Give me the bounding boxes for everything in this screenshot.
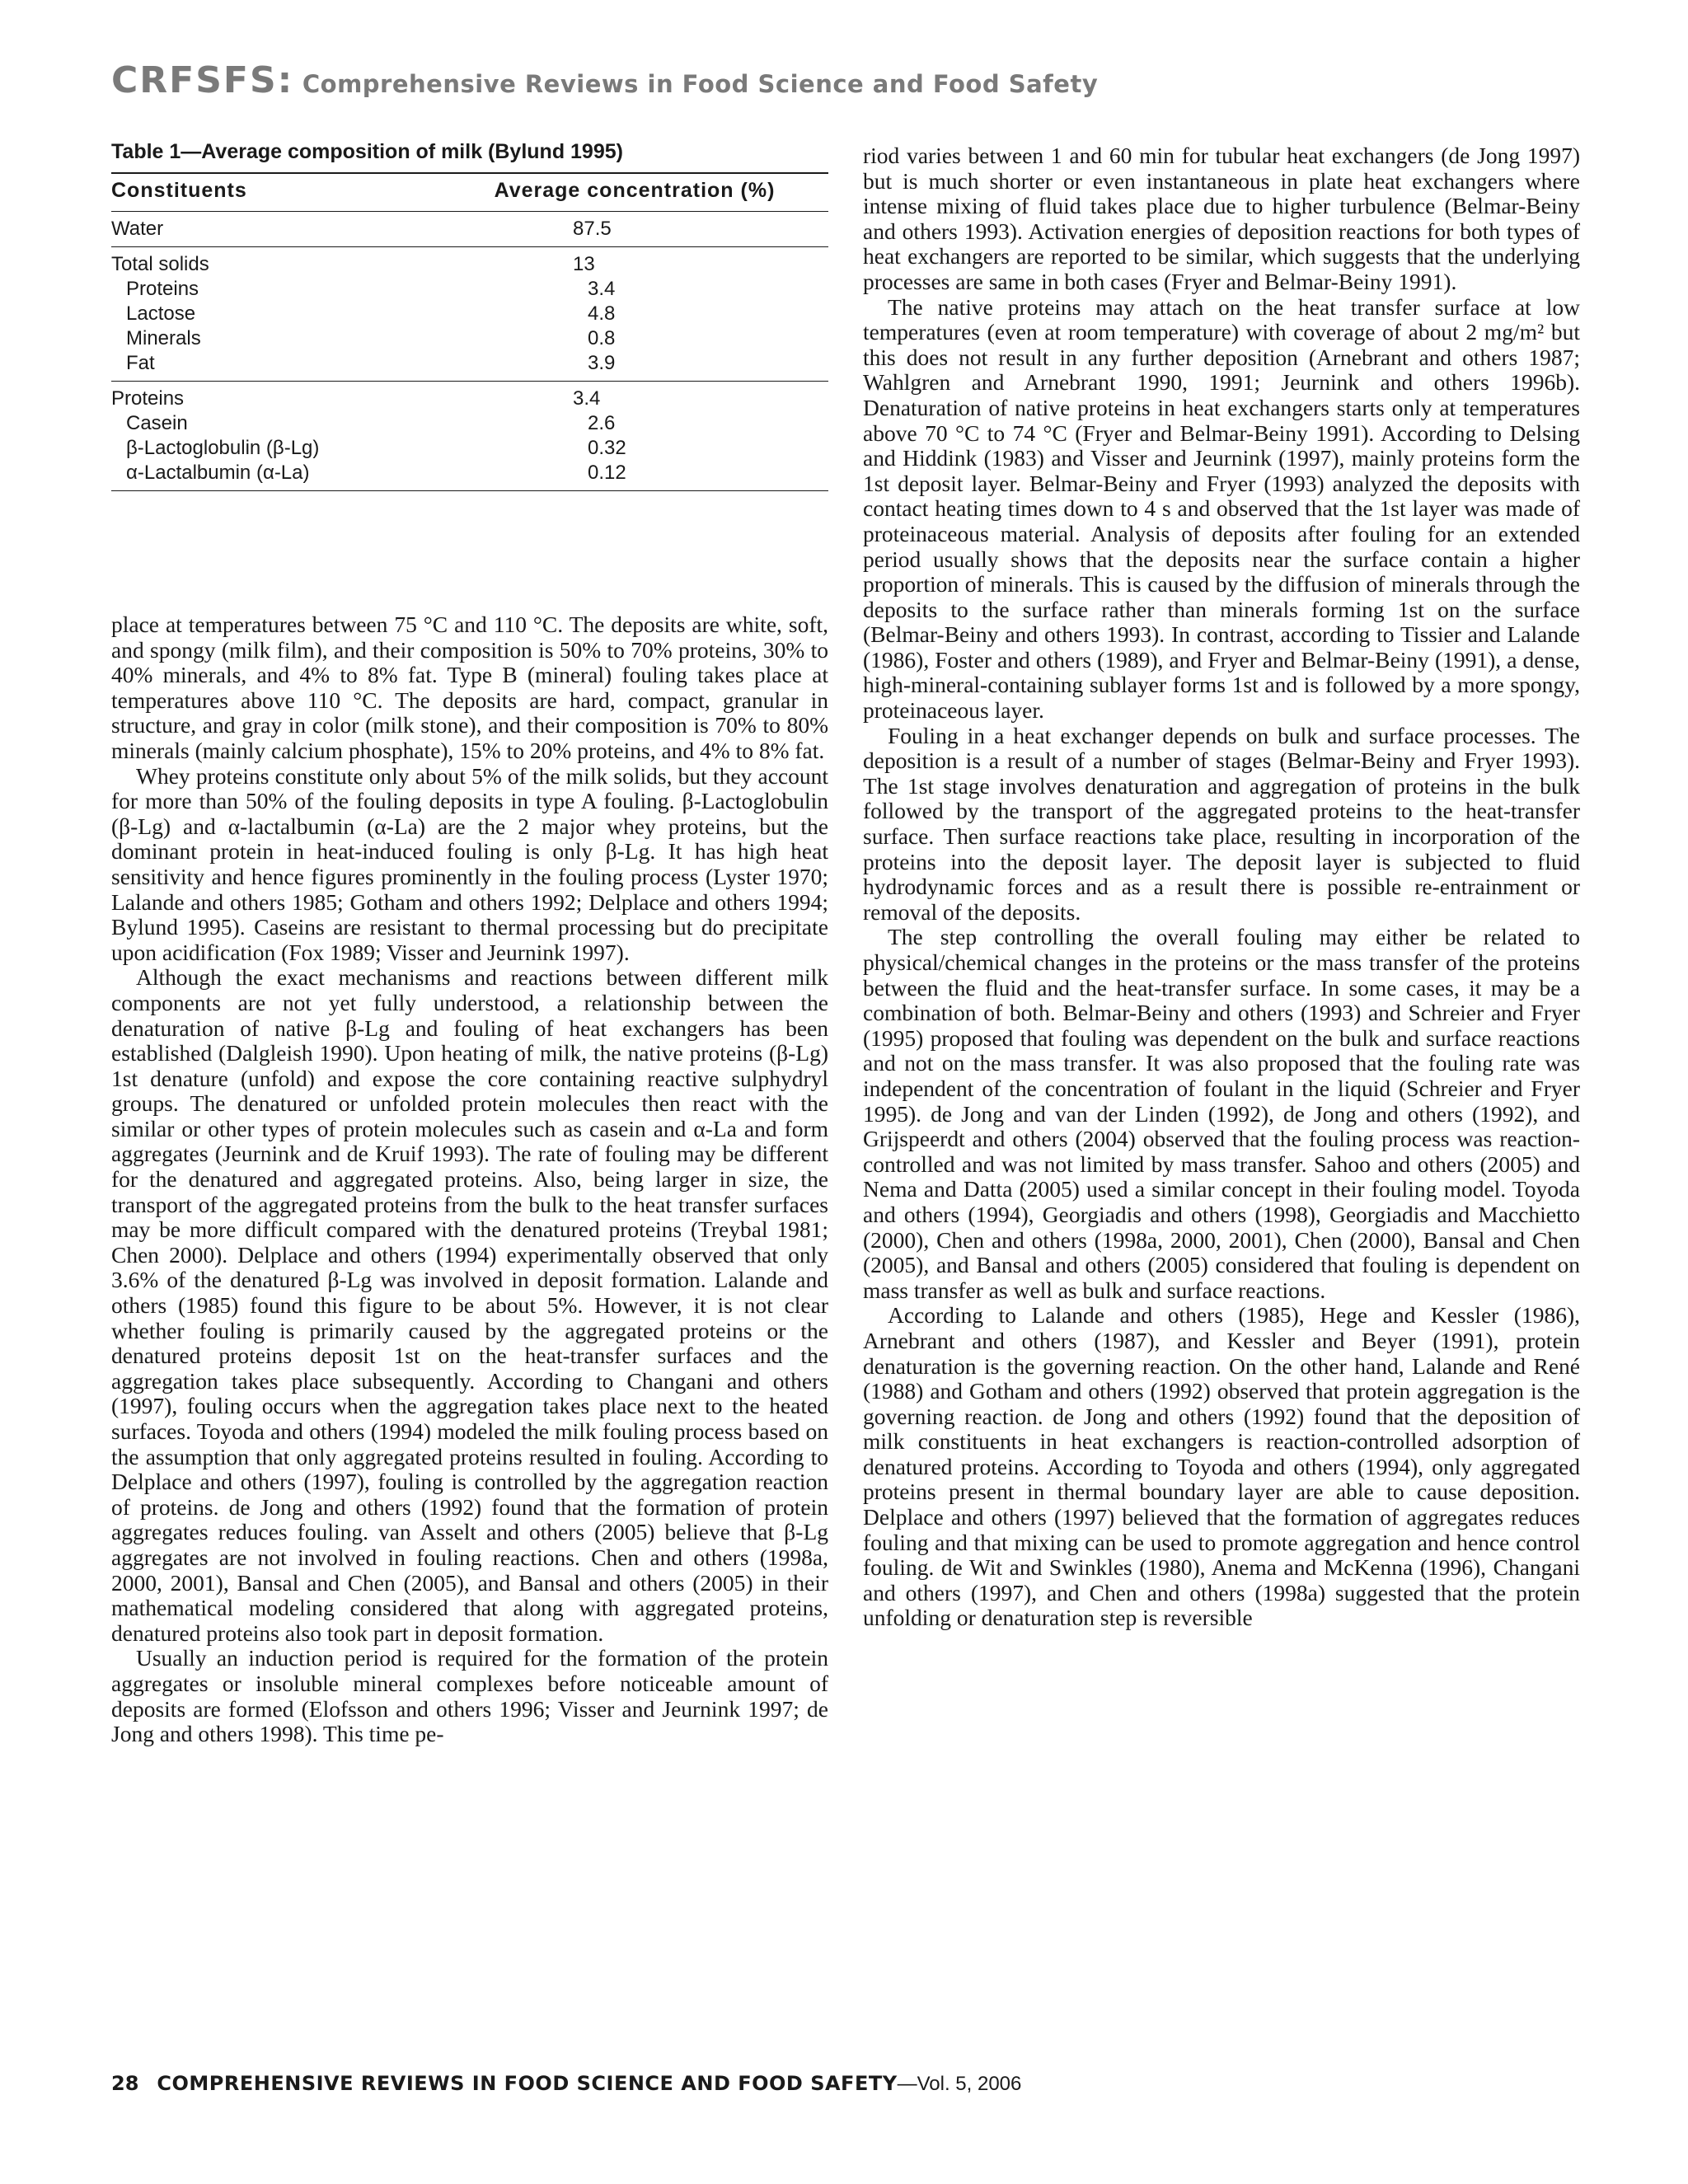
table-cell-constituent: Casein — [126, 412, 188, 434]
table-cell-value: 13 — [573, 253, 595, 275]
table-cell-constituent: Proteins — [111, 387, 185, 410]
table-row — [111, 252, 828, 277]
paragraph: riod varies between 1 and 60 min for tubular heat exchangers (de Jong 1997) but is much shorter or even instantaneous in plate heat exchangers where intense mixing of fluid takes place due to higher turbulence (Belmar-Beiny and others 1993). Activation energies of deposition reactions for both types of heat exchangers are reported to be similar, which suggests that the underlying processes are same in both cases (Fryer and Belmar-Beiny 1991). — [863, 143, 1580, 294]
table-cell-constituent: α-Lactalbumin (α-La) — [126, 462, 310, 484]
table-cell-value: 0.8 — [588, 327, 616, 349]
table-row — [111, 351, 828, 376]
table-cell-value: 0.12 — [588, 462, 626, 484]
left-text-column — [111, 612, 828, 1747]
table-body — [111, 211, 828, 490]
table-row — [111, 302, 828, 326]
table-cell-value: 2.6 — [588, 412, 616, 434]
table-cell-value: 3.4 — [588, 278, 616, 300]
table-cell-constituent: Proteins — [126, 278, 199, 300]
footer-journal-title: COMPREHENSIVE REVIEWS IN FOOD SCIENCE AND FOOD SAFETY — [157, 2072, 898, 2095]
paragraph: place at temperatures between 75 °C and 110 °C. The deposits are white, soft, and spongy (milk film), and their composition is 50% to 70% proteins, 30% to 40% minerals, and 4% to 8% fat. Type B (mineral) fouling takes place at temperatures above 110 °C. The deposits are hard, compact, granular in structure, and gray in color (milk stone), and their composition is 70% to 80% minerals (mainly calcium phosphate), 15% to 20% proteins, and 4% to 8% fat. — [111, 612, 828, 763]
table-group — [111, 247, 828, 381]
table-header-concentration: Average concentration (%) — [494, 179, 776, 202]
paragraph: Whey proteins constitute only about 5% of the milk solids, but they account for more than 50% of the fouling deposits in type A fouling. β-Lactoglobulin (β-Lg) and α-lactalbumin (α-La) are the 2 major whey proteins, but the dominant protein in heat-induced fouling is only β-Lg. It has high heat sensitivity and hence figures prominently in the fouling process (Lyster 1970; Lalande and others 1985; Gotham and others 1992; Delplace and others 1994; Bylund 1995). Caseins are resistant to thermal processing but do precipitate upon acidification (Fox 1989; Visser and Jeurnink 1997). — [111, 762, 828, 965]
table-cell-constituent: Minerals — [126, 327, 201, 349]
table-cell-value: 3.9 — [588, 352, 616, 374]
paragraph: Usually an induction period is required for the formation of the protein aggregates or insoluble mineral complexes before noticeable amount of deposits are formed (Elofsson and others 1996; Visser and Jeurnink 1997; de Jong and others 1998). This time pe- — [111, 1645, 828, 1747]
right-text-column — [863, 143, 1580, 1631]
table-row — [111, 326, 828, 351]
table-row — [111, 277, 828, 302]
table-group — [111, 212, 828, 246]
page-footer — [111, 2072, 1021, 2096]
paragraph: According to Lalande and others (1985), Hege and Kessler (1986), Arnebrant and others (1987), and Kessler and Beyer (1991), protein denaturation is the governing reaction. On the other hand, Lalande and René (1988) and Gotham and others (1992) observed that protein aggregation is the governing reaction. de Jong and others (1992) found that the deposition of milk constituents in heat exchangers is reaction-controlled adsorption of denatured proteins. According to Toyoda and others (1994), only aggregated proteins present in thermal boundary layer are able to cause deposition. Delplace and others (1997) believed that the formation of aggregates reduces fouling and that mixing can be used to promote aggregation and hence control fouling. de Wit and Swinkles (1980), Anema and McKenna (1996), Changani and others (1997), and Chen and others (1998a) suggested that the protein unfolding or denaturation step is reversible — [863, 1302, 1580, 1631]
journal-full-title: Comprehensive Reviews in Food Science and Food Safety — [293, 70, 1099, 98]
paragraph: The step controlling the overall fouling may either be related to physical/chemical changes in the proteins or the mass transfer of the proteins between the fluid and the heat-transfer surface. In some cases, it may be a combination of both. Belmar-Beiny and others (1993) and Schreier and Fryer (1995) proposed that fouling was dependent on the bulk and surface reactions and not on the mass transfer. It was also proposed that the fouling rate was independent of the concentration of foulant in the liquid (Schreier and Fryer 1995). de Jong and van der Linden (1992), de Jong and others (1992), and Grijspeerdt and others (2004) observed that the fouling process was reaction-controlled and was not limited by mass transfer. Sahoo and others (2005) and Nema and Datta (2005) used a similar concept in their fouling model. Toyoda and others (1994), Georgiadis and others (1998), Georgiadis and Macchietto (2000), Chen and others (1998a, 2000, 2001), Chen (2000), Bansal and Chen (2005), and Bansal and others (2005) considered that fouling is dependent on mass transfer as well as bulk and surface reactions. — [863, 924, 1580, 1303]
table-cell-constituent: Lactose — [126, 302, 196, 325]
journal-header — [111, 59, 1611, 109]
table-row — [111, 217, 828, 241]
table-caption: Table 1—Average composition of milk (Bylund 1995) — [111, 140, 623, 163]
table-cell-value: 87.5 — [573, 218, 612, 240]
table-cell-constituent: Water — [111, 218, 164, 240]
paragraph: The native proteins may attach on the heat transfer surface at low temperatures (even at room temperature) with coverage of about 2 mg/m² but this does not result in any further deposition (Arnebrant and others 1987; Wahlgren and Arnebrant 1990, 1991; Jeurnink and others 1996b). Denaturation of native proteins in heat exchangers starts only at temperatures above 70 °C to 74 °C (Fryer and Belmar-Beiny 1991). According to Delsing and Hiddink (1983) and Visser and Jeurnink (1997), mainly proteins form the 1st deposit layer. Belmar-Beiny and Fryer (1993) analyzed the deposits with contact heating times down to 4 s and observed that the 1st layer was made of proteinaceous material. Analysis of deposits after fouling for an extended period usually shows that the deposits near the surface contain a higher proportion of minerals. This is caused by the diffusion of minerals through the deposits to the surface rather than minerals forming 1st on the surface (Belmar-Beiny and others 1993). In contrast, according to Tissier and Lalande (1986), Foster and others (1989), and Fryer and Belmar-Beiny (1991), a dense, high-mineral-containing sublayer forms 1st and is followed by a more spongy, proteinaceous layer. — [863, 293, 1580, 724]
table-bottom-rule — [111, 490, 828, 491]
table-header-constituents: Constituents — [111, 179, 247, 202]
footer-volume: —Vol. 5, 2006 — [897, 2073, 1022, 2095]
table-cell-value: 0.32 — [588, 437, 626, 459]
table-header-row — [111, 174, 828, 211]
table-cell-constituent: Fat — [126, 352, 155, 374]
paragraph: Although the exact mechanisms and reactions between different milk components are not yet fully understood, a relationship between the denaturation of native β-Lg and fouling of heat exchangers has been established (Dalgleish 1990). Upon heating of milk, the native proteins (β-Lg) 1st denature (unfold) and expose the core containing reactive sulphydryl groups. The denatured or unfolded protein molecules then react with the similar or other types of protein molecules such as casein and α-La and form aggregates (Jeurnink and de Kruif 1993). The rate of fouling may be different for the denatured and aggregated proteins. Also, being larger in size, the transport of the aggregated proteins from the bulk to the heat transfer surfaces may be more difficult compared with the denatured proteins (Treybal 1981; Chen 2000). Delplace and others (1994) experimentally observed that only 3.6% of the denatured β-Lg was involved in deposit formation. Lalande and others (1985) found this figure to be about 5%. However, it is not clear whether fouling is primarily caused by the aggregated proteins or the denatured proteins deposit 1st on the heat-transfer surfaces and the aggregation takes place subsequently. According to Changani and others (1997), fouling occurs when the aggregation takes place next to the heated surfaces. Toyoda and others (1994) modeled the milk fouling process based on the assumption that only aggregated proteins resulted in fouling. According to Delplace and others (1997), fouling is controlled by the aggregation reaction of proteins. de Jong and others (1992) found that the formation of protein aggregates reduces fouling. van Asselt and others (2005) believe that β-Lg aggregates are not involved in fouling reactions. Chen and others (1998a, 2000, 2001), Bansal and Chen (2005), and Bansal and others (2005) in their mathematical modeling considered that along with aggregated proteins, denatured proteins also took part in deposit formation. — [111, 964, 828, 1646]
paragraph: Fouling in a heat exchanger depends on bulk and surface processes. The deposition is a result of a number of stages (Belmar-Beiny and Fryer 1993). The 1st stage involves denaturation and aggregation of proteins in the bulk followed by the transport of the aggregated proteins to the heat-transfer surface. Then surface reactions take place, resulting in incorporation of the proteins into the deposit layer. The deposit layer is subjected to fluid hydrodynamic forces and as a result there is possible re-entrainment or removal of the deposits. — [863, 722, 1580, 925]
journal-abbreviation: CRFSFS: — [111, 59, 294, 101]
page-number: 28 — [111, 2072, 139, 2095]
table-cell-value: 4.8 — [588, 302, 616, 325]
composition-table — [111, 140, 828, 491]
table-row — [111, 436, 828, 461]
table-cell-value: 3.4 — [573, 387, 601, 410]
table-group — [111, 382, 828, 490]
table-cell-constituent: β-Lactoglobulin (β-Lg) — [126, 437, 320, 459]
table-row — [111, 387, 828, 411]
table-row — [111, 461, 828, 485]
table-cell-constituent: Total solids — [111, 253, 209, 275]
table-row — [111, 411, 828, 436]
